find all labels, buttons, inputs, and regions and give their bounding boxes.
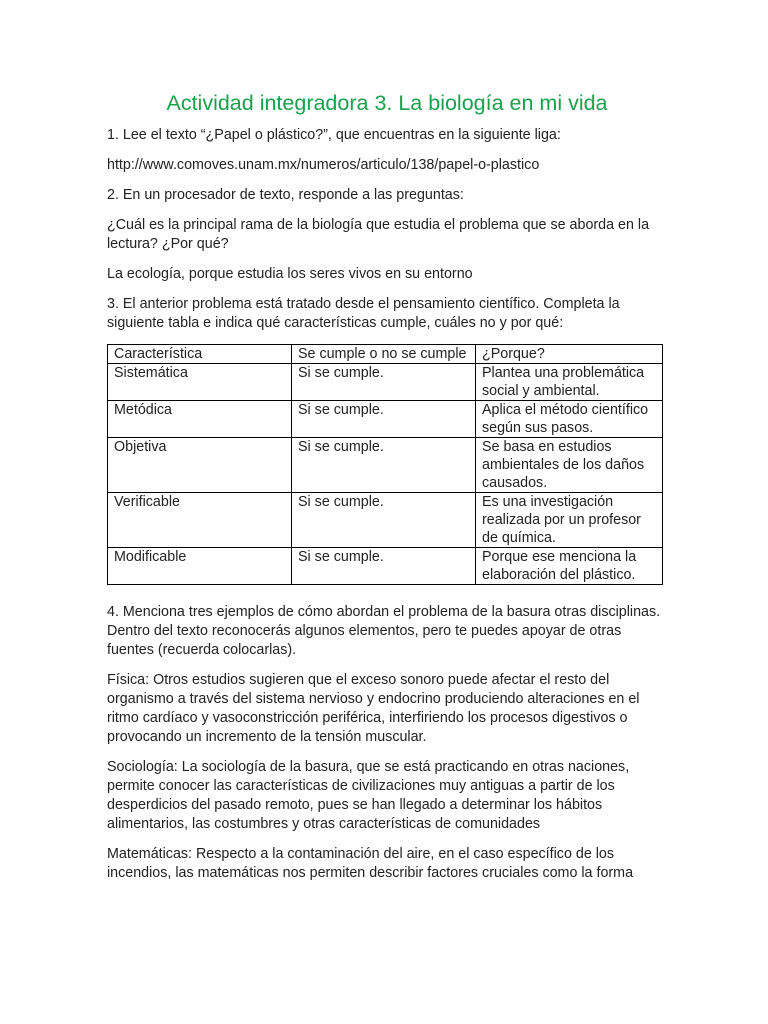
instruction-3: 3. El anterior problema está tratado desde el pensamiento científico. Completa la siguiente tabla e indica qué características cumple, cuáles no y por qué: <box>107 296 620 331</box>
table-cell: Si se cumple. <box>292 438 476 493</box>
table-header-cell: ¿Porque? <box>476 345 663 364</box>
table-cell: Verificable <box>108 493 292 548</box>
document-title: Actividad integradora 3. La biología en mi vida <box>166 91 608 115</box>
table-row <box>108 438 663 493</box>
table-row <box>108 401 663 438</box>
table-cell: Plantea una problemática social y ambiental. <box>476 364 663 401</box>
table-cell: Porque ese menciona la elaboración del plástico. <box>476 548 663 585</box>
table-cell: Metódica <box>108 401 292 438</box>
instruction-4: 4. Menciona tres ejemplos de cómo abordan el problema de la basura otras disciplinas. Dentro del texto reconocerás algunos elementos, pero te puedes apoyar de otras fuentes (recuerda colocarlas). <box>107 604 661 658</box>
table-header-cell: Característica <box>108 345 292 364</box>
table-cell: Sistemática <box>108 364 292 401</box>
table-header-cell: Se cumple o no se cumple <box>292 345 476 364</box>
table-cell: Es una investigación realizada por un profesor de química. <box>476 493 663 548</box>
table-cell: Se basa en estudios ambientales de los daños causados. <box>476 438 663 493</box>
mathematics-example: Matemáticas: Respecto a la contaminación del aire, en el caso específico de los incendios, las matemáticas nos permiten describir factores cruciales como la forma <box>107 846 634 881</box>
characteristics-table <box>107 344 663 585</box>
question: ¿Cuál es la principal rama de la biología que estudia el problema que se aborda en la lectura? ¿Por qué? <box>107 217 650 252</box>
article-link[interactable]: http://www.comoves.unam.mx/numeros/articulo/138/papel-o-plastico <box>107 157 540 173</box>
table-row <box>108 548 663 585</box>
table-cell: Si se cumple. <box>292 548 476 585</box>
table-cell: Si se cumple. <box>292 493 476 548</box>
table-cell: Aplica el método científico según sus pasos. <box>476 401 663 438</box>
table-cell: Objetiva <box>108 438 292 493</box>
sociology-example: Sociología: La sociología de la basura, que se está practicando en otras naciones, permite conocer las características de civilizaciones muy antiguas a partir de los desperdicios del pasado remoto, pues se han llegado a determinar los hábitos alimentarios, las costumbres y otras características de comunidades <box>107 759 630 832</box>
document-page <box>107 88 667 894</box>
table-cell: Si se cumple. <box>292 401 476 438</box>
answer: La ecología, porque estudia los seres vivos en su entorno <box>107 266 473 282</box>
instruction-2: 2. En un procesador de texto, responde a las preguntas: <box>107 187 464 203</box>
table-row <box>108 364 663 401</box>
table-cell: Modificable <box>108 548 292 585</box>
table-header-row <box>108 345 663 364</box>
table-cell: Si se cumple. <box>292 364 476 401</box>
table-row <box>108 493 663 548</box>
physics-example: Física: Otros estudios sugieren que el exceso sonoro puede afectar el resto del organismo a través del sistema nervioso y endocrino produciendo alteraciones en el ritmo cardíaco y vasoconstricción periférica, interfiriendo los procesos digestivos o provocando un incremento de la tensión muscular. <box>107 672 640 745</box>
instruction-1: 1. Lee el texto “¿Papel o plástico?”, que encuentras en la siguiente liga: <box>107 127 561 143</box>
